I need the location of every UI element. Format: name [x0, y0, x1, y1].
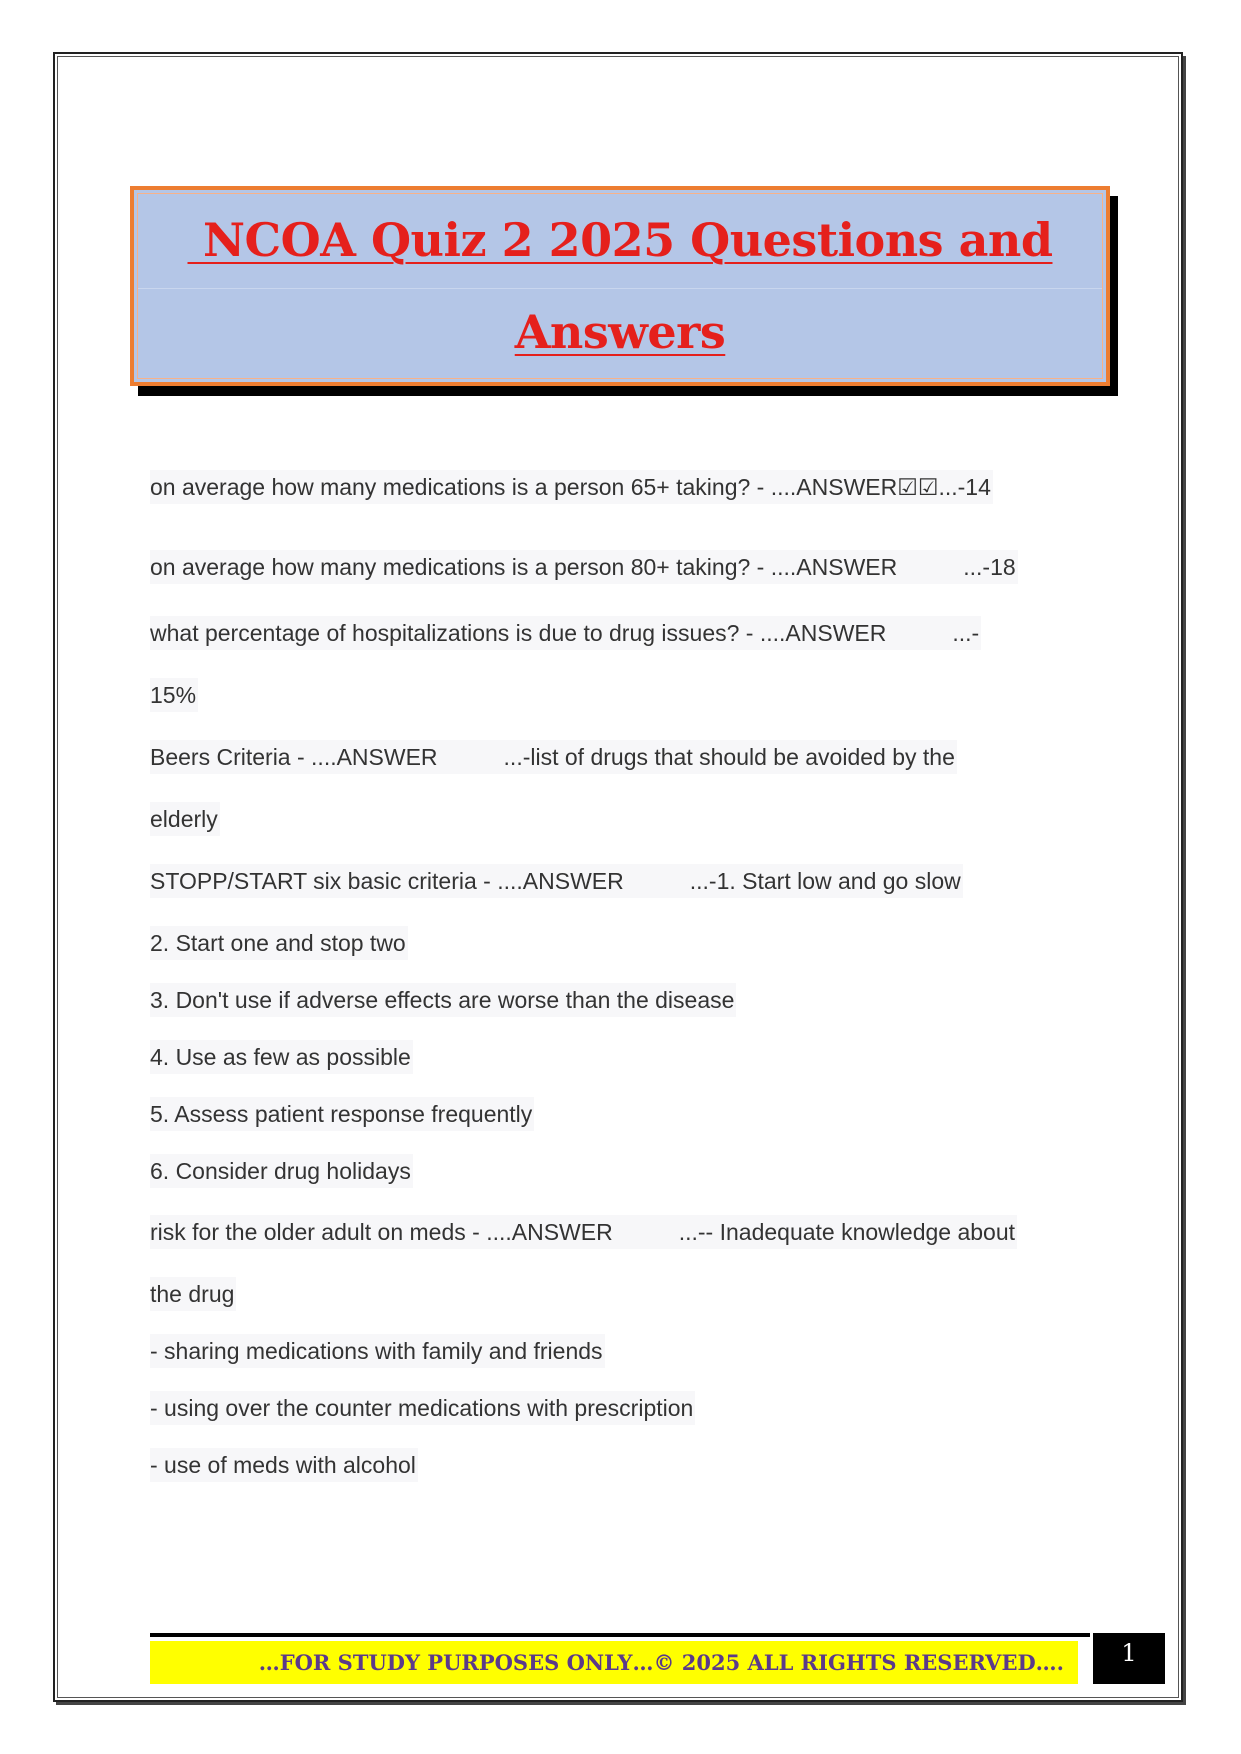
qa-answer: ...-	[952, 620, 980, 646]
qa-line: 15%	[150, 678, 198, 712]
page-shadow-right	[1183, 56, 1186, 1705]
qa-line: elderly	[150, 802, 220, 836]
qa-line: 4. Use as few as possible	[150, 1040, 413, 1074]
page-number-box	[1093, 1633, 1165, 1684]
title-line-2: Answers	[514, 305, 726, 359]
title-box	[130, 186, 1110, 386]
qa-line: - use of meds with alcohol	[150, 1448, 418, 1482]
qa-line: 5. Assess patient response frequently	[150, 1097, 534, 1131]
qa-question: on average how many medications is a person 80+ taking? - ....ANSWER	[150, 554, 898, 580]
qa-question: STOPP/START six basic criteria - ....ANSWER	[150, 868, 624, 894]
qa-line	[150, 1215, 1017, 1249]
qa-line	[150, 740, 957, 774]
footer-text: …FOR STUDY PURPOSES ONLY…© 2025 ALL RIGHTS RESERVED….	[258, 1650, 1064, 1675]
qa-question: risk for the older adult on meds - ....ANSWER	[150, 1219, 613, 1245]
qa-answer: ...-- Inadequate knowledge about	[678, 1219, 1016, 1245]
qa-line: - sharing medications with family and friends	[150, 1334, 605, 1368]
footer-rule	[150, 1633, 1090, 1637]
qa-answer: ...-1. Start low and go slow	[689, 868, 961, 894]
title-divider	[138, 288, 1102, 289]
qa-line: the drug	[150, 1277, 236, 1311]
qa-line: on average how many medications is a person 65+ taking? - ....ANSWER☑☑...-14	[150, 470, 993, 504]
qa-line: - using over the counter medications with prescription	[150, 1391, 695, 1425]
qa-line: 2. Start one and stop two	[150, 926, 408, 960]
title-line-1: NCOA Quiz 2 2025 Questions and	[187, 213, 1053, 267]
qa-answer: ...-list of drugs that should be avoided by the	[503, 744, 955, 770]
footer-bar	[150, 1641, 1078, 1684]
qa-line	[150, 550, 1018, 584]
qa-line	[150, 616, 981, 650]
qa-answer: ...-18	[963, 554, 1016, 580]
page-number: 1	[1121, 1639, 1137, 1667]
qa-line: 6. Consider drug holidays	[150, 1154, 413, 1188]
qa-line	[150, 864, 963, 898]
qa-line: 3. Don't use if adverse effects are worse than the disease	[150, 983, 736, 1017]
qa-question: what percentage of hospitalizations is due to drug issues? - ....ANSWER	[150, 620, 887, 646]
page-shadow-bottom	[56, 1702, 1186, 1705]
qa-question: Beers Criteria - ....ANSWER	[150, 744, 438, 770]
